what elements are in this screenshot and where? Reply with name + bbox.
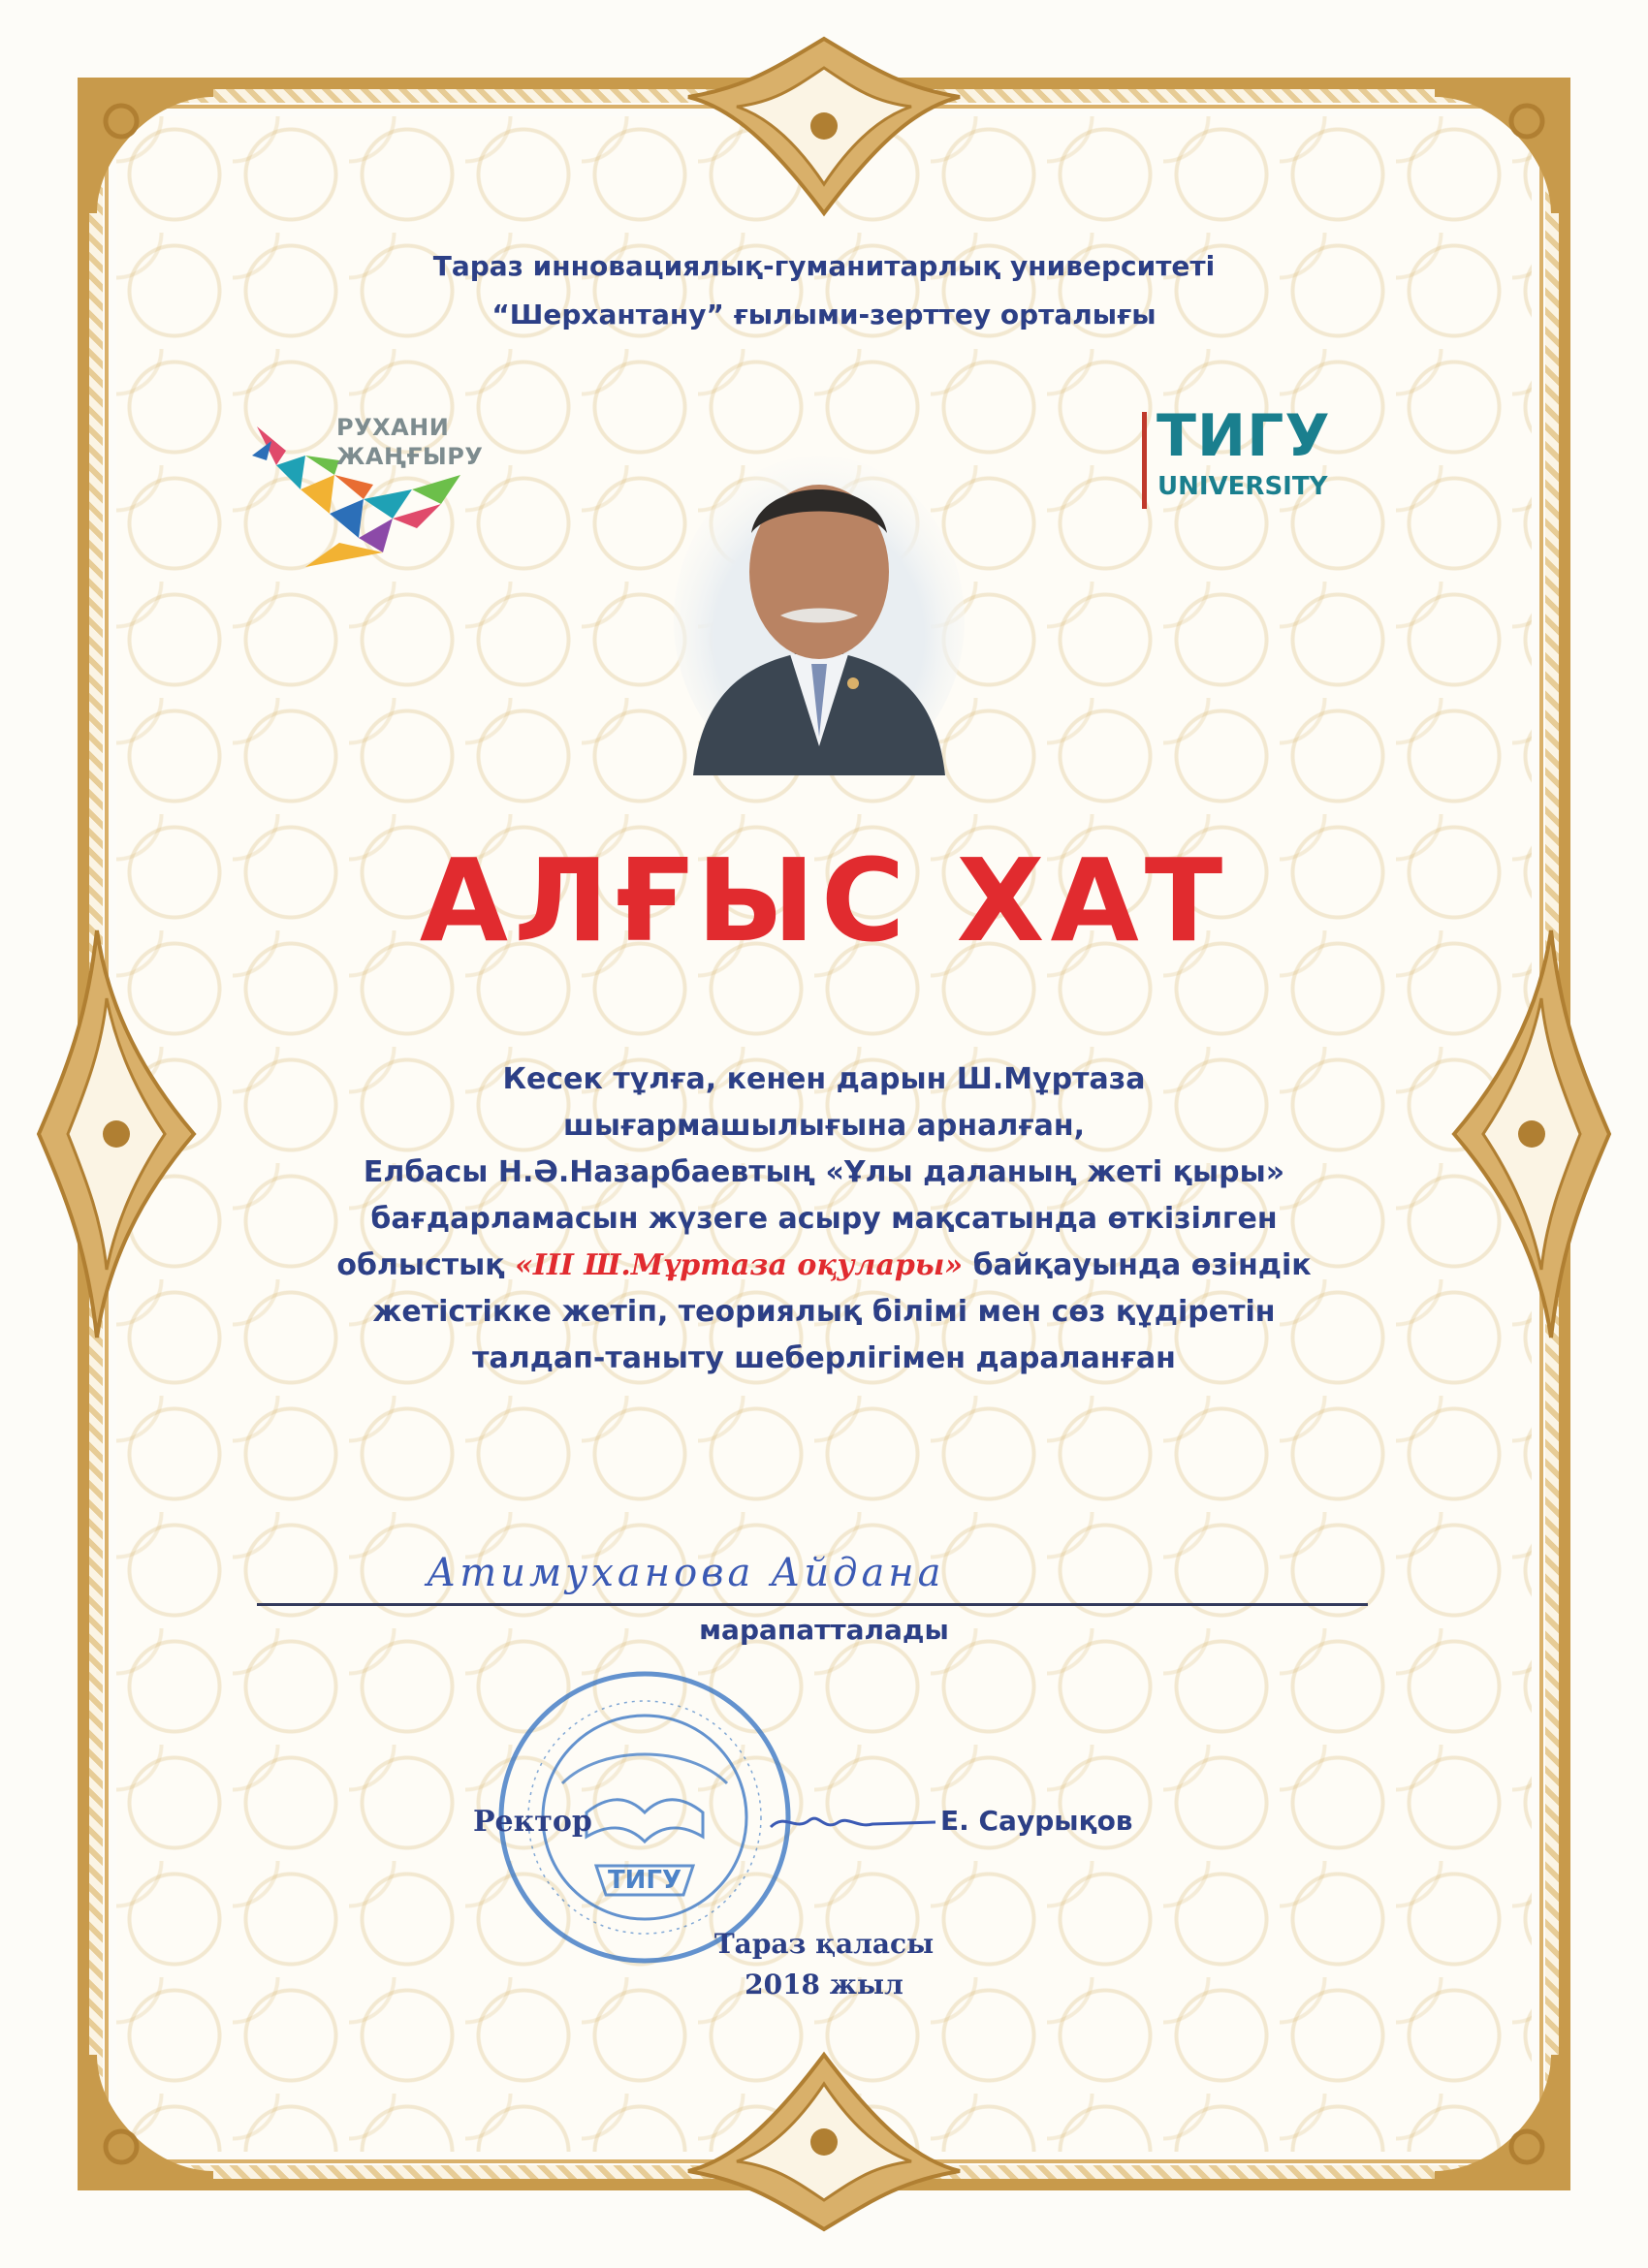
body-line-5-post: байқауында өзіндік xyxy=(963,1248,1312,1282)
header-university: Тараз инновациялық-гуманитарлық университеті xyxy=(432,250,1216,282)
corner-ornament-top-left xyxy=(78,78,213,213)
stamp-text: ТИГУ xyxy=(607,1866,682,1895)
logo-bar xyxy=(1142,412,1147,509)
header-research-center: “Шерхантану” ғылыми-зерттеу орталығы xyxy=(491,299,1157,331)
certificate-body xyxy=(223,1056,1425,1382)
body-line-3: Елбасы Н.Ә.Назарбаевтың «Ұлы даланың жеті қыры» xyxy=(363,1155,1285,1189)
body-line-5 xyxy=(223,1243,1425,1289)
logo-right-sub: UNIVERSITY xyxy=(1157,472,1328,501)
body-line-2: шығармашылығына арналған, xyxy=(562,1109,1085,1143)
recipient-line xyxy=(257,1603,1368,1606)
logo-right-main: ТИГУ xyxy=(1157,402,1331,470)
footer-year: 2018 жыл xyxy=(745,1969,903,2000)
corner-ornament-bottom-left xyxy=(78,2055,213,2190)
body-line-5-pre: облыстық xyxy=(336,1248,516,1282)
rector-name: Е. Саурықов xyxy=(940,1805,1133,1837)
corner-ornament-bottom-right xyxy=(1435,2055,1570,2190)
recipient-name-handwritten: Атимуханова Айдана xyxy=(427,1551,945,1595)
awarded-label: марапатталады xyxy=(699,1614,949,1646)
logo-left-line1: РУХАНИ xyxy=(336,414,450,441)
top-ornament xyxy=(630,29,1018,223)
certificate-title: АЛҒЫС ХАТ xyxy=(419,834,1229,967)
portrait-photo xyxy=(674,426,965,775)
rukhani-zhangyru-logo xyxy=(247,407,499,572)
body-line-4: бағдарламасын жүзеге асыру мақсатында өткізілген xyxy=(370,1202,1278,1236)
rector-label: Ректор xyxy=(473,1805,592,1839)
footer-city: Тараз қаласы xyxy=(713,1928,935,1960)
corner-ornament-top-right xyxy=(1435,78,1570,213)
bottom-ornament xyxy=(630,2045,1018,2239)
body-line-6: жетістікке жетіп, теориялық білімі мен сөз құдіретін xyxy=(372,1295,1276,1329)
body-line-7: талдап-таныту шеберлігімен дараланған xyxy=(472,1341,1176,1375)
rector-signature xyxy=(766,1803,940,1842)
logo-left-line2: ЖАҢҒЫРУ xyxy=(336,443,484,470)
tigu-university-logo xyxy=(1142,402,1375,519)
footer-place-date xyxy=(0,1924,1648,2005)
body-line-1: Кесек тұлға, кенен дарын Ш.Мұртаза xyxy=(502,1062,1146,1096)
competition-name: «ІІІ Ш.Мұртаза оқулары» xyxy=(515,1248,964,1282)
